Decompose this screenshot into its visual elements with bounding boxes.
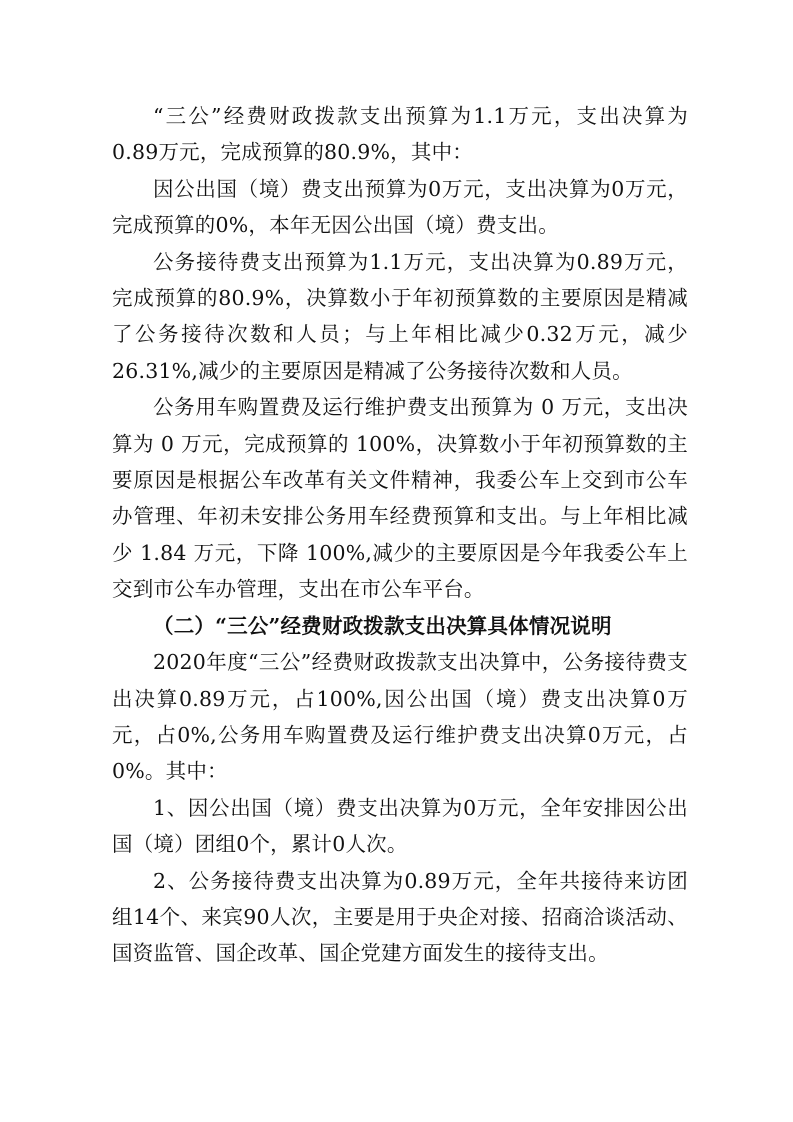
document-page bbox=[112, 98, 688, 972]
paragraph-reception: 公务接待费支出预算为1.1万元，支出决算为0.89万元，完成预算的80.9%，决算数小于年初预算数的主要原因是精减了公务接待次数和人员；与上年相比减少0.32万元，减少26.31%,减少的主要原因是精减了公务接待次数和人员。 bbox=[112, 249, 688, 383]
paragraph-final-accounts-summary: 2020年度“三公”经费财政拨款支出决算中，公务接待费支出决算0.89万元，占100%,因公出国（境）费支出决算0万元，占0%,公务用车购置费及运行维护费支出决算0万元，占0%。其中： bbox=[112, 650, 688, 784]
paragraph-overseas-travel: 因公出国（境）费支出预算为0万元，支出决算为0万元，完成预算的0%，本年无因公出国（境）费支出。 bbox=[112, 176, 688, 238]
paragraph-sangong-overview: “三公”经费财政拨款支出预算为1.1万元，支出决算为0.89万元，完成预算的80.9%，其中： bbox=[112, 104, 688, 165]
paragraph-official-vehicles: 公务用车购置费及运行维护费支出预算为 0 万元，支出决算为 0 万元，完成预算的 100%，决算数小于年初预算数的主要原因是根据公车改革有关文件精神，我委公车上交到市公车办管理、年初未安排公务用车经费预算和支出。与上年相比减少 1.84 万元，下降 100%,减少的主要原因是今年我委公车上交到市公车办管理，支出在市公车平台。 bbox=[112, 395, 688, 602]
paragraph-item-1: 1、因公出国（境）费支出决算为0万元，全年安排因公出国（境）团组0个，累计0人次。 bbox=[112, 795, 688, 857]
section-heading: （二）“三公”经费财政拨款支出决算具体情况说明 bbox=[153, 613, 612, 638]
paragraph-item-2: 2、公务接待费支出决算为0.89万元，全年共接待来访团组14个、来宾90人次，主要是用于央企对接、招商洽谈活动、国资监管、国企改革、国企党建方面发生的接待支出。 bbox=[112, 868, 688, 966]
